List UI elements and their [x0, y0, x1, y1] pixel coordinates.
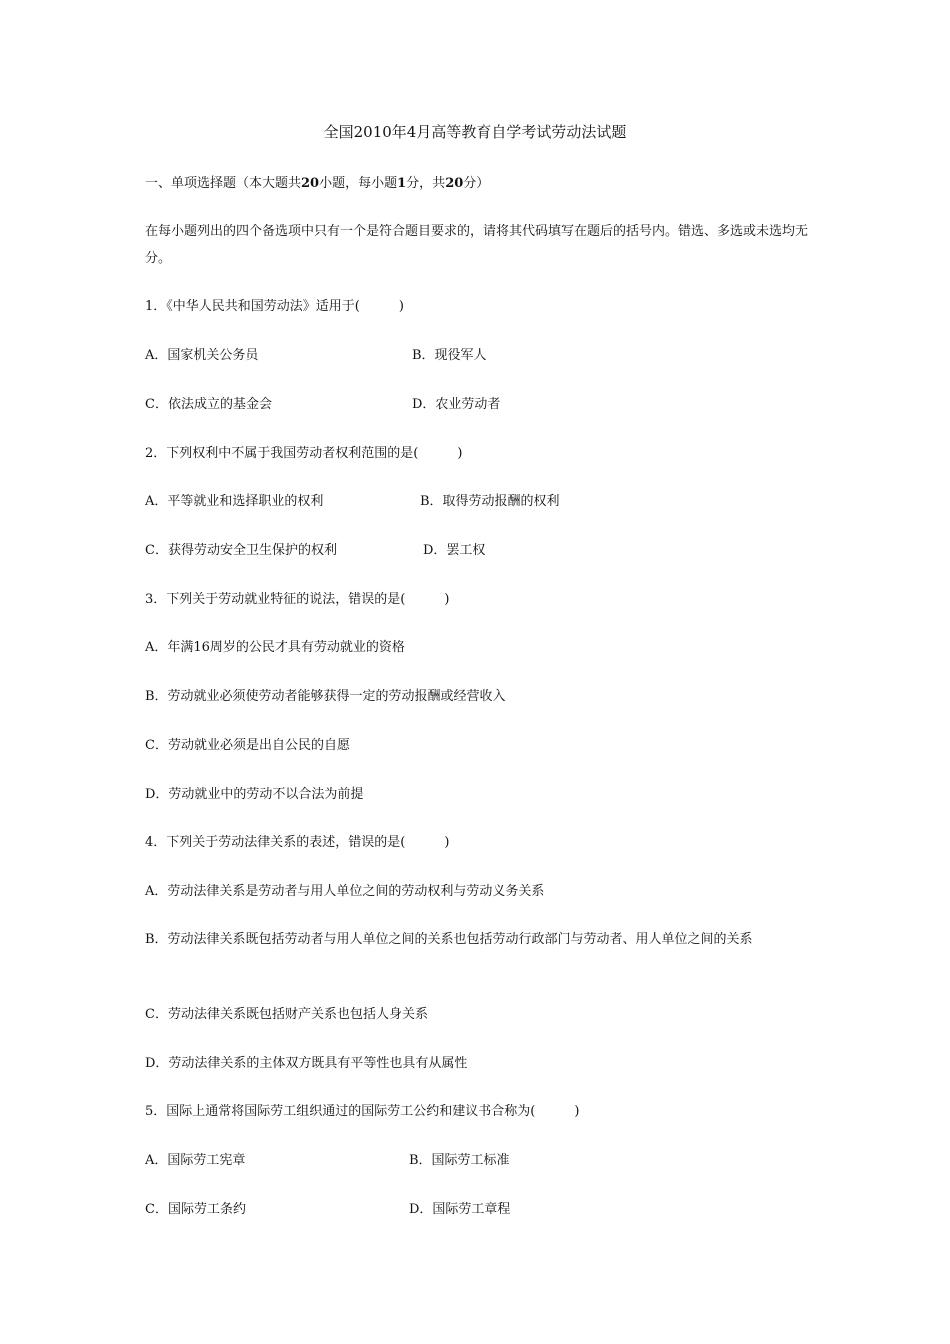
- question-1-option-a: A．国家机关公务员: [145, 348, 259, 363]
- section-points-each: 1: [397, 176, 407, 191]
- question-1-option-d: D．农业劳动者: [412, 397, 501, 412]
- question-5-option-d: D．国际劳工章程: [409, 1202, 511, 1217]
- question-2-option-c: C．获得劳动安全卫生保护的权利: [145, 543, 337, 558]
- question-1-stem: 1．《中华人民共和国劳动法》适用于( ): [145, 299, 404, 314]
- section-question-count: 20: [301, 176, 320, 191]
- question-2-option-d: D．罢工权: [423, 543, 486, 558]
- section-heading: [145, 175, 489, 193]
- question-5-option-c: C．国际劳工条约: [145, 1202, 246, 1217]
- question-5-option-b: B．国际劳工标准: [409, 1153, 510, 1168]
- question-1-options-row-1: [145, 347, 845, 365]
- question-2-option-a: A．平等就业和选择职业的权利: [145, 494, 324, 509]
- question-5-options-row-2: [145, 1201, 845, 1219]
- section-total-points: 20: [445, 176, 464, 191]
- question-3-stem: 3．下列关于劳动就业特征的说法，错误的是( ): [145, 592, 450, 607]
- question-4-stem: 4．下列关于劳动法律关系的表述，错误的是( ): [145, 835, 450, 850]
- section-heading-suffix: 分）: [463, 176, 490, 191]
- question-4-option-c: C．劳动法律关系既包括财产关系也包括人身关系: [145, 1007, 428, 1022]
- section-heading-prefix: 一、单项选择题（本大题共: [145, 176, 302, 191]
- question-5-option-a: A．国际劳工宪章: [145, 1153, 246, 1168]
- question-4-option-b: B．劳动法律关系既包括劳动者与用人单位之间的关系也包括劳动行政部门与劳动者、用人单位之间的关系: [145, 932, 753, 947]
- question-3-option-b: B．劳动就业必须使劳动者能够获得一定的劳动报酬或经营收入: [145, 689, 506, 704]
- question-1-options-row-2: [145, 396, 845, 414]
- question-3-option-a: A．年满16周岁的公民才具有劳动就业的资格: [145, 640, 405, 655]
- question-5-options-row-1: [145, 1152, 845, 1170]
- question-3-option-c: C．劳动就业必须是出自公民的自愿: [145, 738, 350, 753]
- question-5-stem: 5．国际上通常将国际劳工组织通过的国际劳工公约和建议书合称为( ): [145, 1104, 580, 1119]
- question-4-option-d: D．劳动法律关系的主体双方既具有平等性也具有从属性: [145, 1056, 468, 1071]
- question-2-options-row-1: [145, 493, 845, 511]
- section-heading-mid1: 小题，每小题: [319, 176, 398, 191]
- question-4-option-a: A．劳动法律关系是劳动者与用人单位之间的劳动权利与劳动义务关系: [145, 884, 545, 899]
- question-3-option-d: D．劳动就业中的劳动不以合法为前提: [145, 787, 364, 802]
- page-title: 全国2010年4月高等教育自学考试劳动法试题: [323, 123, 627, 141]
- question-1-option-b: B．现役军人: [412, 348, 487, 363]
- question-2-option-b: B．取得劳动报酬的权利: [420, 494, 560, 509]
- instructions: 在每小题列出的四个备选项中只有一个是符合题目要求的，请将其代码填写在题后的括号内。错选、多选或未选均无分。: [145, 224, 809, 266]
- section-heading-mid2: 分，共: [406, 176, 446, 191]
- question-1-option-c: C．依法成立的基金会: [145, 397, 272, 412]
- question-2-stem: 2．下列权利中不属于我国劳动者权利范围的是( ): [145, 446, 463, 461]
- question-2-options-row-2: [145, 542, 845, 560]
